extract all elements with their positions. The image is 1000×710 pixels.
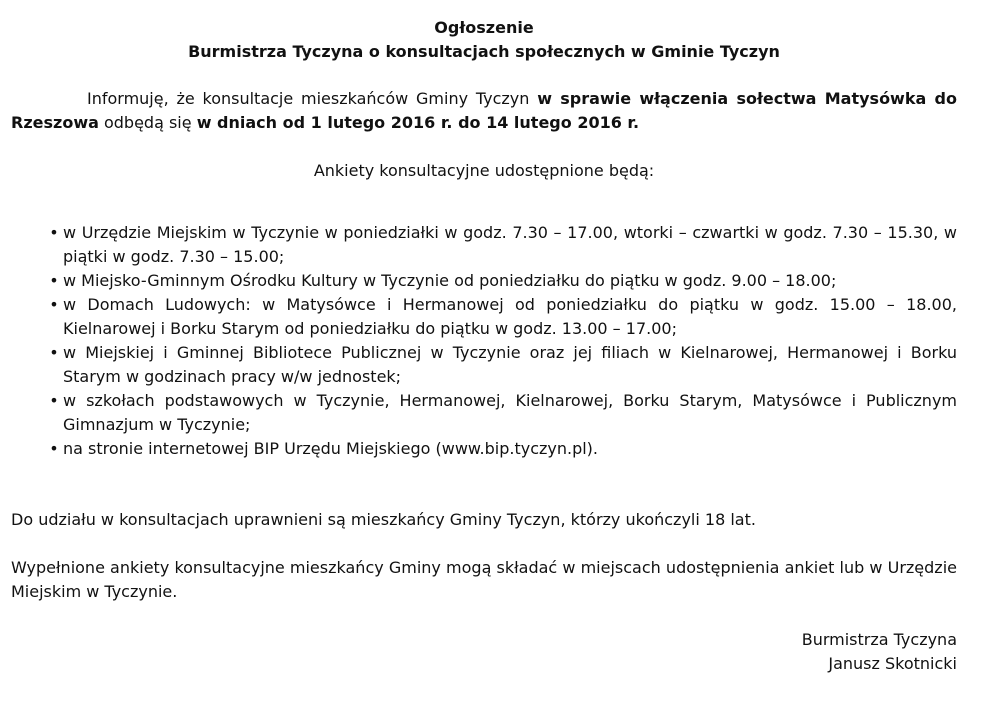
intro-paragraph xyxy=(11,87,957,135)
bullet-icon: • xyxy=(49,223,59,242)
signature-title: Burmistrza Tyczyna xyxy=(801,630,957,649)
list-item-text: w Miejsko-Gminnym Ośrodku Kultury w Tyczynie od poniedziałku do piątku w godz. 9.00 – 18.00; xyxy=(63,271,837,290)
intro-text-2: odbędą się xyxy=(98,113,197,132)
signature-block xyxy=(11,628,957,676)
bullet-icon: • xyxy=(49,439,59,458)
intro-dates-bold: w dniach od 1 lutego 2016 r. do 14 lutego 2016 r. xyxy=(196,113,640,132)
signature-name: Janusz Skotnicki xyxy=(828,654,957,673)
document-subtitle: Burmistrza Tyczyna o konsultacjach społecznych w Gminie Tyczyn xyxy=(188,42,780,61)
intro-text-1: Informuję, że konsultacje mieszkańców Gminy Tyczyn xyxy=(87,89,538,108)
announcement-document xyxy=(11,0,957,676)
list-item xyxy=(11,269,957,293)
list-item-text: w Miejskiej i Gminnej Bibliotece Publicznej w Tyczynie oraz jej filiach w Kielnarowej, Hermanowej i Borku Starym w godzinach pracy w/w jednostek; xyxy=(63,343,957,386)
list-item-text: w Domach Ludowych: w Matysówce i Hermanowej od poniedziałku do piątku w godz. 15.00 – 18.00, Kielnarowej i Borku Starym od poniedziałku do piątku w godz. 13.00 – 17.00; xyxy=(63,295,957,338)
locations-list xyxy=(11,221,957,461)
bullet-icon: • xyxy=(49,295,59,314)
list-item-text: na stronie internetowej BIP Urzędu Miejskiego (www.bip.tyczyn.pl). xyxy=(63,439,599,458)
list-item xyxy=(11,389,957,437)
list-item xyxy=(11,437,957,461)
bullet-icon: • xyxy=(49,271,59,290)
document-title: Ogłoszenie xyxy=(434,18,534,37)
list-item-text: w Urzędzie Miejskim w Tyczynie w poniedziałki w godz. 7.30 – 17.00, wtorki – czwartki w godz. 7.30 – 15.30, w piątki w godz. 7.30 – 15.00; xyxy=(63,223,957,266)
submission-paragraph: Wypełnione ankiety konsultacyjne mieszkańcy Gminy mogą składać w miejscach udostępnienia ankiet lub w Urzędzie Miejskim w Tyczynie. xyxy=(11,558,957,601)
bullet-icon: • xyxy=(49,343,59,362)
list-item xyxy=(11,293,957,341)
list-item xyxy=(11,221,957,269)
list-item-text: w szkołach podstawowych w Tyczynie, Hermanowej, Kielnarowej, Borku Starym, Matysówce i Publicznym Gimnazjum w Tyczynie; xyxy=(63,391,957,434)
surveys-heading: Ankiety konsultacyjne udostępnione będą: xyxy=(313,161,655,180)
bullet-icon: • xyxy=(49,391,59,410)
intro-subject-bold: w sprawie włączenia sołectwa Matysówka do Rzeszowa xyxy=(11,89,958,132)
list-item xyxy=(11,341,957,389)
eligibility-paragraph: Do udziału w konsultacjach uprawnieni są mieszkańcy Gminy Tyczyn, którzy ukończyli 18 lat. xyxy=(11,510,756,529)
